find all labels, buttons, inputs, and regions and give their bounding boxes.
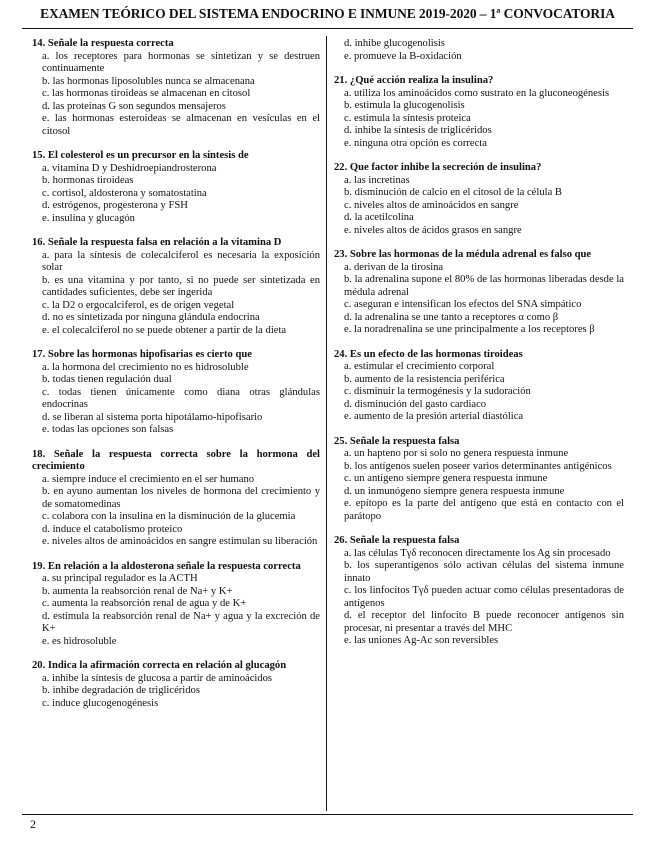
answer-option: c. estimula la síntesis proteica [344,112,471,124]
question-title: 23. Sobre las hormonas de la médula adrenal es falso que [334,249,592,260]
answer-option: c. cortisol, aldosterona y somatostatina [42,187,207,199]
answer-options [32,250,320,338]
answer-option: d. no es sintetizada por ninguna glándula endocrina [42,312,260,323]
question-block [32,237,320,337]
question-title: 14. Señale la respuesta correcta [32,38,174,49]
answer-option: c. las hormonas tiroideas se almacenan en citosol [42,88,251,99]
question-title: 19. En relación a la aldosterona señale la respuesta correcta [32,560,301,572]
right-column [334,38,624,660]
answer-option: b. estimula la glucogenolisis [344,100,465,111]
question-title: 24. Es un efecto de las hormonas tiroideas [334,348,523,360]
answer-option: e. las hormonas esteroideas se almacenan en vesículas en el citosol [42,113,320,137]
answer-options [32,673,320,711]
question-block [32,561,320,649]
answer-options [334,448,624,523]
answer-option: c. la D2 o ergocalciferol, es de origen vegetal [42,299,235,311]
answer-option: d. el receptor del linfocito B puede reconocer antígenos sin procesar, ni presentar a través del MHC [344,610,624,634]
question-block [334,349,624,424]
answer-option: a. vitamina D y Deshidroepiandrosterona [42,162,217,174]
answer-option: a. las incretinas [344,174,410,186]
answer-option: a. para la síntesis de colecalciferol es necesaria la exposición solar [42,249,320,273]
answer-option: d. la adrenalina se une tanto a receptores α como β [344,311,559,323]
answer-option: e. niveles altos de aminoácidos en sangre estimulan su liberación [42,536,318,547]
answer-option: e. la noradrenalina se une principalmente a los receptores β [344,324,595,335]
answer-option: c. induce glucogenogénesis [42,697,159,709]
question-block [334,249,624,337]
question-block [334,38,624,63]
answer-option: c. niveles altos de aminoácidos en sangre [344,199,519,211]
column-divider [326,36,327,811]
answer-option: e. el colecalciferol no se puede obtener a partir de la dieta [42,324,287,336]
answer-option: e. todas las opciones son falsas [42,424,174,435]
answer-option: e. epítopo es la parte del antígeno que está en contacto con el parátopo [344,498,624,522]
answer-options [334,88,624,151]
answer-option: e. niveles altos de ácidos grasos en sangre [344,224,522,236]
answer-option: b. todas tienen regulación dual [42,374,172,385]
question-block [32,449,320,549]
answer-option: d. inhibe la síntesis de triglicéridos [344,125,492,136]
answer-options [334,175,624,238]
answer-option: d. disminución del gasto cardiaco [344,398,487,410]
question-title: 21. ¿Qué acción realiza la insulina? [334,75,494,86]
answer-option: c. aumenta la reabsorción renal de agua y de K+ [42,598,247,609]
page-number: 2 [30,817,36,831]
answer-option: d. estimula la reabsorción renal de Na+ y agua y la excreción de K+ [42,610,320,634]
question-title: 16. Señale la respuesta falsa en relación a la vitamina D [32,237,282,248]
answer-option: d. inhibe glucogenolisis [344,38,445,49]
answer-option: b. la adrenalina supone el 80% de las hormonas liberadas desde la médula adrenal [344,274,624,298]
answer-option: a. utiliza los aminoácidos como sustrato en la gluconeogénesis [344,87,610,99]
answer-options [334,361,624,424]
answer-option: a. estimular el crecimiento corporal [344,361,495,372]
answer-option: a. inhibe la síntesis de glucosa a partir de aminoácidos [42,672,273,684]
answer-options [334,548,624,648]
answer-option: d. estrógenos, progesterona y FSH [42,200,188,211]
answer-option: b. es una vitamina y por tanto, si no puede ser sintetizada en cantidades suficientes, debe ser ingerida [42,274,320,298]
answer-options [32,573,320,648]
exam-header: EXAMEN TEÓRICO DEL SISTEMA ENDOCRINO E INMUNE 2019-2020 – 1ª CONVOCATORIA [40,6,615,21]
answer-option: d. las proteínas G son segundos mensajeros [42,100,226,112]
question-title: 15. El colesterol es un precursor en la síntesis de [32,150,249,161]
answer-option: c. colabora con la insulina en la disminución de la glucemia [42,511,296,522]
answer-option: a. las células Tγδ reconocen directamente los Ag sin procesado [344,547,611,559]
answer-options [32,51,320,139]
answer-option: c. un antígeno siempre genera respuesta inmune [344,473,548,484]
answer-option: b. aumento de la resistencia periférica [344,373,505,385]
answer-option: b. inhibe degradación de triglicéridos [42,685,200,696]
answer-option: d. induce el catabolismo proteico [42,523,183,535]
answer-option: d. se liberan al sistema porta hipotálamo-hipofisario [42,411,263,423]
answer-option: b. las hormonas liposolubles nunca se almacenana [42,75,255,87]
answer-option: a. derivan de la tirosina [344,261,444,273]
answer-option: c. disminuir la termogénesis y la sudoración [344,386,531,397]
question-block [32,150,320,225]
answer-option: c. aseguran e intensifican los efectos del SNA simpático [344,299,582,310]
answer-option: a. los receptores para hormonas se sintetizan y se destruen continuamente [42,50,320,74]
answer-option: e. ninguna otra opción es correcta [344,137,487,149]
question-title: 17. Sobre las hormonas hipofisarias es cierto que [32,349,252,360]
question-block [334,436,624,524]
left-column [32,38,320,722]
question-block [334,162,624,237]
question-title: 22. Que factor inhibe la secreción de insulina? [334,162,542,173]
answer-option: e. aumento de la presión arterial diastólica [344,411,524,422]
question-block [32,349,320,437]
answer-option: a. su principal regulador es la ACTH [42,573,198,584]
question-block [334,535,624,648]
question-title: 20. Indica la afirmación correcta en relación al glucagón [32,660,287,671]
question-block [32,38,320,138]
answer-option: d. la acetilcolina [344,212,414,223]
answer-option: b. aumenta la reabsorción renal de Na+ y K+ [42,585,233,597]
answer-options [32,163,320,226]
answer-option: e. insulina y glucagón [42,212,135,224]
answer-option: c. todas tienen únicamente como diana otras glándulas endocrinas [42,386,320,410]
question-block [32,660,320,710]
question-title: 18. Señale la respuesta correcta sobre la hormona del crecimiento [32,448,320,472]
header-divider [22,28,633,29]
question-title: 25. Señale la respuesta falsa [334,435,460,447]
answer-option: b. los superantígenos sólo activan células del sistema inmune innato [344,560,624,584]
answer-options [32,362,320,437]
answer-option: e. promueve la B-oxidación [344,50,462,62]
question-block [334,75,624,150]
footer-divider [22,814,633,815]
answer-option: d. un inmunógeno siempre genera respuesta inmune [344,485,565,497]
answer-option: a. siempre induce el crecimiento en el ser humano [42,473,255,485]
answer-option: e. es hidrosoluble [42,635,117,647]
answer-option: a. la hormona del crecimiento no es hidrosoluble [42,361,249,373]
question-title: 26. Señale la respuesta falsa [334,535,460,546]
answer-options [32,474,320,549]
answer-option: b. hormonas tiroideas [42,175,134,186]
answer-option: b. los antígenos suelen poseer varios determinantes antigénicos [344,460,612,472]
answer-option: b. disminución de calcio en el citosol de la célula B [344,187,562,198]
answer-option: a. un hapteno por si solo no genera respuesta inmune [344,448,569,459]
answer-option: e. las uniones Ag-Ac son reversibles [344,635,499,646]
answer-options [334,38,624,63]
answer-option: b. en ayuno aumentan los niveles de hormona del crecimiento y de somatomedinas [42,486,320,510]
answer-options [334,262,624,337]
answer-option: c. los linfocitos Tγδ pueden actuar como células presentadoras de antígenos [344,585,624,609]
